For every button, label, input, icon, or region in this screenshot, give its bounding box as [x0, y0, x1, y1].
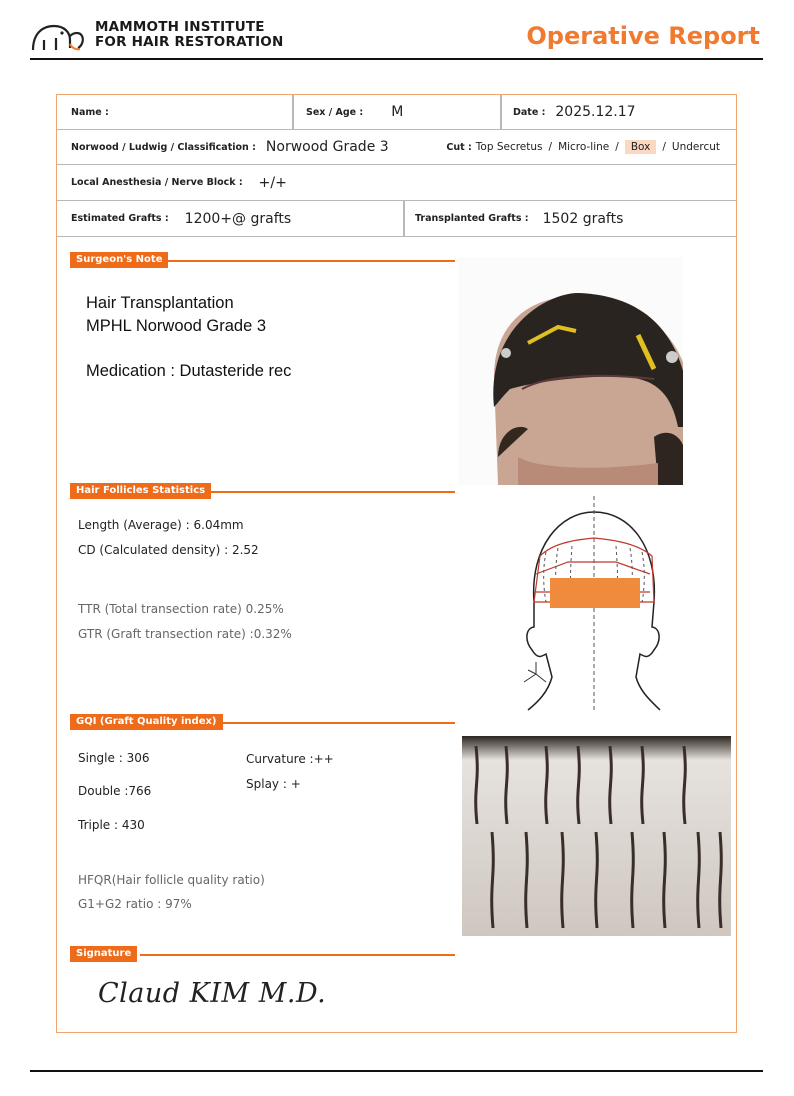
cut-label: Cut : — [446, 141, 472, 153]
classification-value: Norwood Grade 3 — [265, 139, 389, 155]
anesthesia-cell[interactable] — [71, 165, 287, 200]
transplanted-value: 1502 grafts — [542, 210, 624, 227]
divider — [292, 95, 294, 129]
name-label: Name : — [71, 106, 109, 118]
header-divider — [30, 58, 763, 60]
section-rule — [210, 491, 455, 493]
note-line-2: MPHL Norwood Grade 3 — [86, 317, 267, 335]
gqi-triple: Triple : 430 — [78, 818, 145, 832]
anesthesia-value: +/+ — [258, 174, 287, 191]
section-heading: Signature — [70, 946, 137, 962]
date-value: 2025.12.17 — [555, 104, 636, 120]
row-anesthesia — [57, 165, 736, 201]
graft-strand — [492, 832, 494, 928]
estimated-grafts-cell[interactable] — [71, 201, 291, 236]
logo-line2: FOR HAIR RESTORATION — [95, 34, 284, 50]
gqi-double: Double :766 — [78, 784, 152, 798]
row-grafts — [57, 201, 736, 237]
section-heading: GQI (Graft Quality index) — [70, 714, 223, 730]
graft-strand — [664, 832, 666, 928]
stat-ttr: TTR (Total transection rate) 0.25% — [78, 602, 284, 616]
graft-strand — [578, 746, 580, 824]
transplanted-grafts-cell[interactable] — [415, 201, 623, 236]
graft-strand — [632, 832, 634, 928]
graft-strand — [476, 746, 478, 824]
date-label: Date : — [513, 106, 546, 118]
hairline-photo — [458, 257, 683, 485]
estimated-value: 1200+@ grafts — [184, 210, 292, 227]
note-line-3: Medication : Dutasteride rec — [86, 362, 292, 380]
classification-label: Norwood / Ludwig / Classification : — [71, 141, 256, 153]
date-cell[interactable] — [513, 95, 636, 129]
anesthesia-label: Local Anesthesia / Nerve Block : — [71, 177, 243, 188]
graft-strand — [596, 832, 598, 928]
head-diagram-icon — [512, 492, 668, 712]
sex-age-label: Sex / Age : — [306, 106, 364, 118]
graft-strand — [562, 832, 564, 928]
name-cell[interactable] — [71, 95, 119, 129]
graft-strand — [642, 746, 644, 824]
footer-divider — [30, 1070, 763, 1072]
section-rule — [140, 954, 455, 956]
cut-option-box-selected[interactable]: Box — [625, 140, 657, 154]
gqi-curvature: Curvature :++ — [246, 752, 334, 766]
graft-strand — [684, 746, 686, 824]
page-title: Operative Report — [526, 22, 760, 50]
graft-strand — [720, 832, 722, 928]
cut-separator: / — [548, 141, 553, 153]
mammoth-logo-icon — [30, 22, 90, 52]
row-classification — [57, 130, 736, 165]
classification-cell[interactable] — [71, 130, 389, 164]
stat-gtr: GTR (Graft transection rate) :0.32% — [78, 627, 292, 641]
logo-line1: MAMMOTH INSTITUTE — [95, 19, 265, 35]
transplanted-label: Transplanted Grafts : — [415, 213, 529, 224]
section-rule — [166, 260, 455, 262]
row-identity — [57, 95, 736, 130]
graft-strand — [546, 746, 548, 824]
cut-separator: / — [615, 141, 619, 153]
cut-option-top-secretus[interactable]: Top Secretus — [475, 141, 543, 153]
estimated-label: Estimated Grafts : — [71, 213, 169, 224]
cut-option-undercut[interactable]: Undercut — [671, 141, 720, 153]
gqi-g1g2: G1+G2 ratio : 97% — [78, 897, 192, 911]
gqi-hfqr: HFQR(Hair follicle quality ratio) — [78, 873, 265, 887]
divider — [403, 201, 405, 236]
stat-cd: CD (Calculated density) : 2.52 — [78, 543, 259, 557]
graft-strand — [698, 832, 700, 928]
note-line-1: Hair Transplantation — [86, 294, 234, 312]
graft-strand — [526, 832, 528, 928]
cut-separator: / — [662, 141, 666, 153]
sex-age-cell[interactable] — [306, 95, 403, 129]
gqi-single: Single : 306 — [78, 751, 150, 765]
section-heading: Hair Follicles Statistics — [70, 483, 211, 499]
stat-length: Length (Average) : 6.04mm — [78, 518, 244, 532]
signature: Claud KIM M.D. — [98, 978, 327, 1009]
gqi-splay: Splay : + — [246, 777, 301, 791]
divider — [500, 95, 502, 129]
section-rule — [220, 722, 455, 724]
graft-strand — [506, 746, 508, 824]
graft-strand — [610, 746, 612, 824]
section-heading: Surgeon's Note — [70, 252, 168, 268]
cut-option-micro-line[interactable]: Micro-line — [558, 141, 610, 153]
grafts-photo — [462, 736, 731, 936]
sex-age-value: M — [391, 104, 404, 120]
cut-options — [446, 130, 720, 164]
institute-logo — [30, 19, 284, 54]
